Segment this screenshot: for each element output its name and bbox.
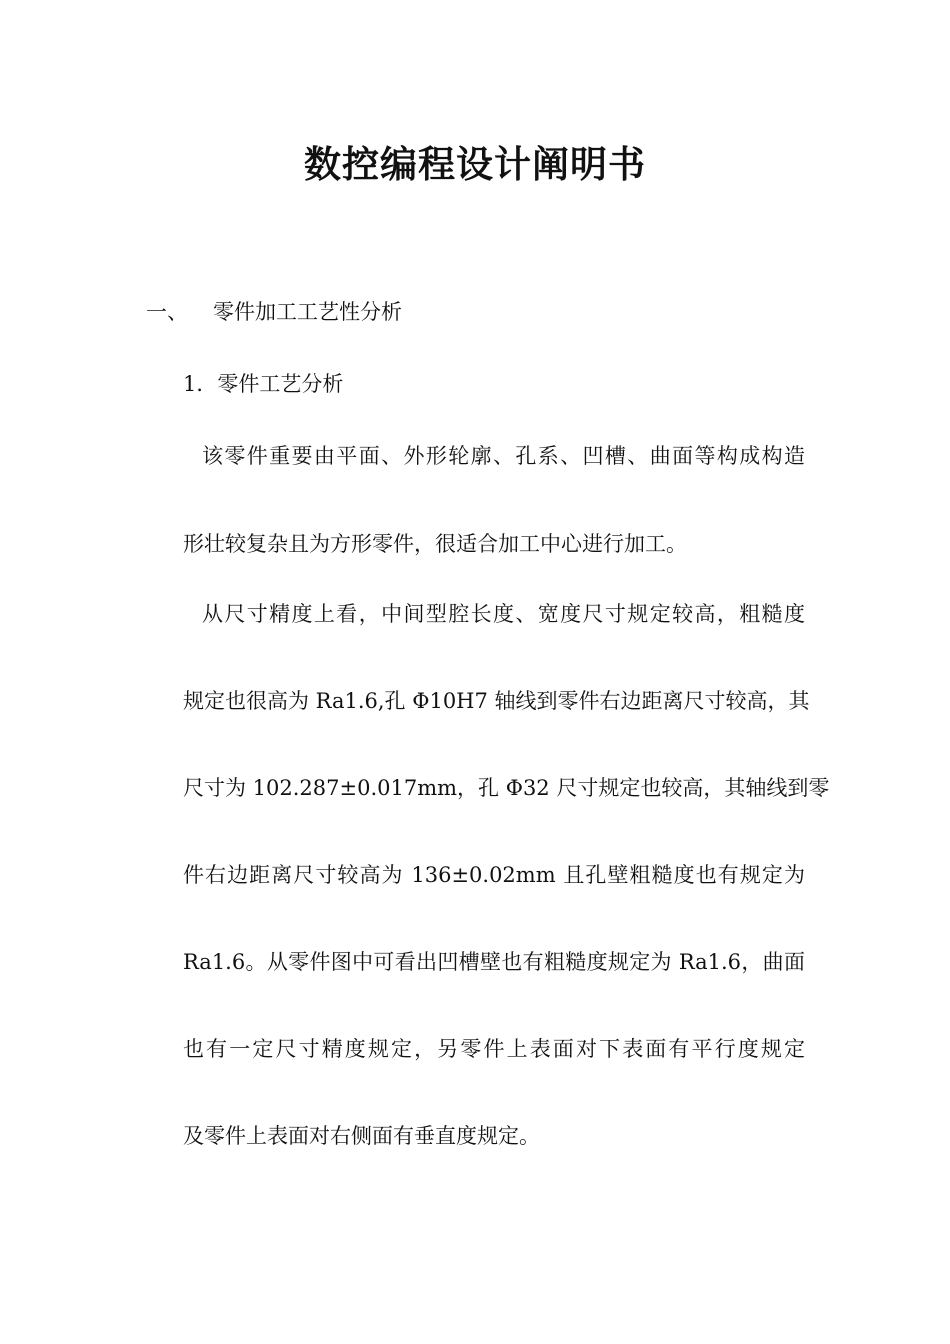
section-heading <box>146 296 402 328</box>
paragraph-line: 及零件上表面对右侧面有垂直度规定。 <box>183 1124 540 1148</box>
paragraph-line: 规定也很高为 Ra1.6,孔 Φ10H7 轴线到零件右边距离尺寸较高，其 <box>183 689 810 713</box>
section-number: 一、 <box>146 300 188 324</box>
paragraph-line: 件右边距离尺寸较高为 136±0.02mm 且孔壁粗糙度也有规定为 <box>183 863 805 887</box>
section-heading-text: 零件加工工艺性分析 <box>213 300 402 324</box>
paragraph-line: 该零件重要由平面、外形轮廓、孔系、凹槽、曲面等构成构造 <box>202 444 805 468</box>
subsection-heading: 1．零件工艺分析 <box>183 372 344 396</box>
paragraph-line: 尺寸为 102.287±0.017mm，孔 Φ32 尺寸规定也较高，其轴线到零 <box>183 776 830 800</box>
paragraph-line: 从尺寸精度上看，中间型腔长度、宽度尺寸规定较高，粗糙度 <box>202 602 805 626</box>
paragraph-line: 形壮较复杂且为方形零件，很适合加工中心进行加工。 <box>183 532 687 556</box>
paragraph-line: Ra1.6。从零件图中可看出凹槽壁也有粗糙度规定为 Ra1.6，曲面 <box>183 950 805 974</box>
paragraph-line: 也有一定尺寸精度规定，另零件上表面对下表面有平行度规定 <box>183 1037 805 1061</box>
document-title: 数控编程设计阐明书 <box>304 142 646 186</box>
